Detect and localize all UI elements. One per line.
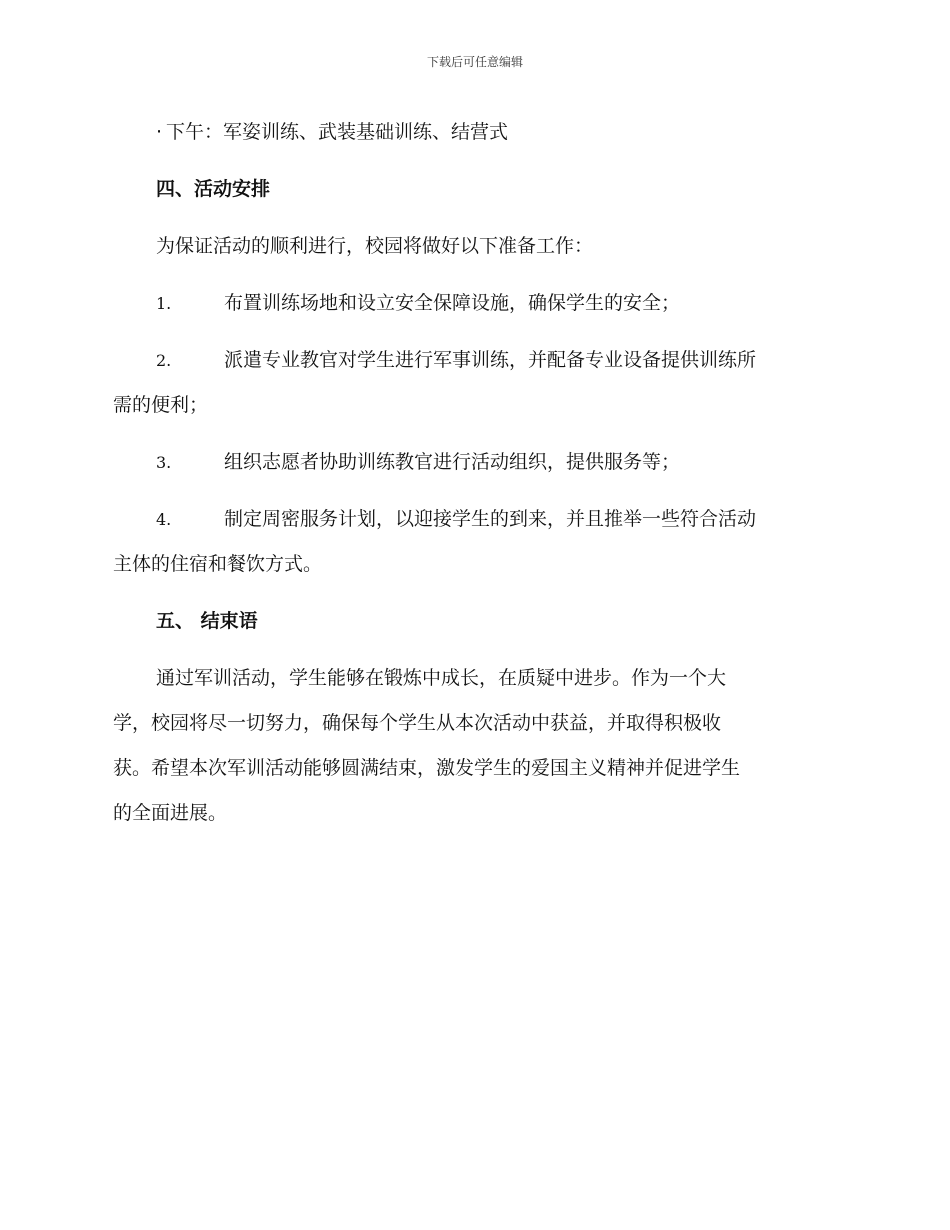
bullet-text: 下午：军姿训练、武装基础训练、结营式 [166, 121, 509, 143]
section-heading-5: 五、 结束语 [156, 610, 258, 632]
list-item-number: 2. [156, 351, 172, 370]
closing-line: 通过军训活动，学生能够在锻炼中成长，在质疑中进步。作为一个大 [156, 667, 727, 689]
list-item-text: 派遣专业教官对学生进行军事训练，并配备专业设备提供训练所 [224, 349, 757, 371]
list-item-continuation: 主体的住宿和餐饮方式。 [113, 553, 323, 575]
closing-line: 的全面进展。 [113, 802, 228, 824]
list-item-1 [113, 281, 839, 326]
list-item-number: 4. [156, 510, 172, 529]
closing-line: 获。希望本次军训活动能够圆满结束，激发学生的爱国主义精神并促进学生 [113, 757, 741, 779]
list-item-text: 制定周密服务计划，以迎接学生的到来，并且推举一些符合活动 [224, 508, 757, 530]
section-4-intro: 为保证活动的顺利进行，校园将做好以下准备工作： [156, 235, 594, 257]
section-heading-4: 四、活动安排 [156, 178, 271, 200]
list-item-2 [113, 338, 839, 428]
list-item-continuation: 需的便利； [113, 394, 209, 416]
closing-paragraph [113, 656, 839, 836]
list-item-text: 布置训练场地和设立安全保障设施，确保学生的安全； [224, 292, 681, 314]
page-header-note: 下载后可任意编辑 [426, 55, 523, 69]
list-item-3 [113, 440, 839, 485]
list-item-text: 组织志愿者协助训练教官进行活动组织，提供服务等； [224, 451, 681, 473]
bullet-item [113, 110, 839, 155]
list-item-4 [113, 497, 839, 587]
list-item-number: 1. [156, 294, 172, 313]
document-body [113, 110, 839, 836]
bullet-dot-icon: · [156, 121, 163, 143]
closing-line: 学，校园将尽一切努力，确保每个学生从本次活动中获益，并取得积极收 [113, 712, 722, 734]
list-item-number: 3. [156, 453, 172, 472]
